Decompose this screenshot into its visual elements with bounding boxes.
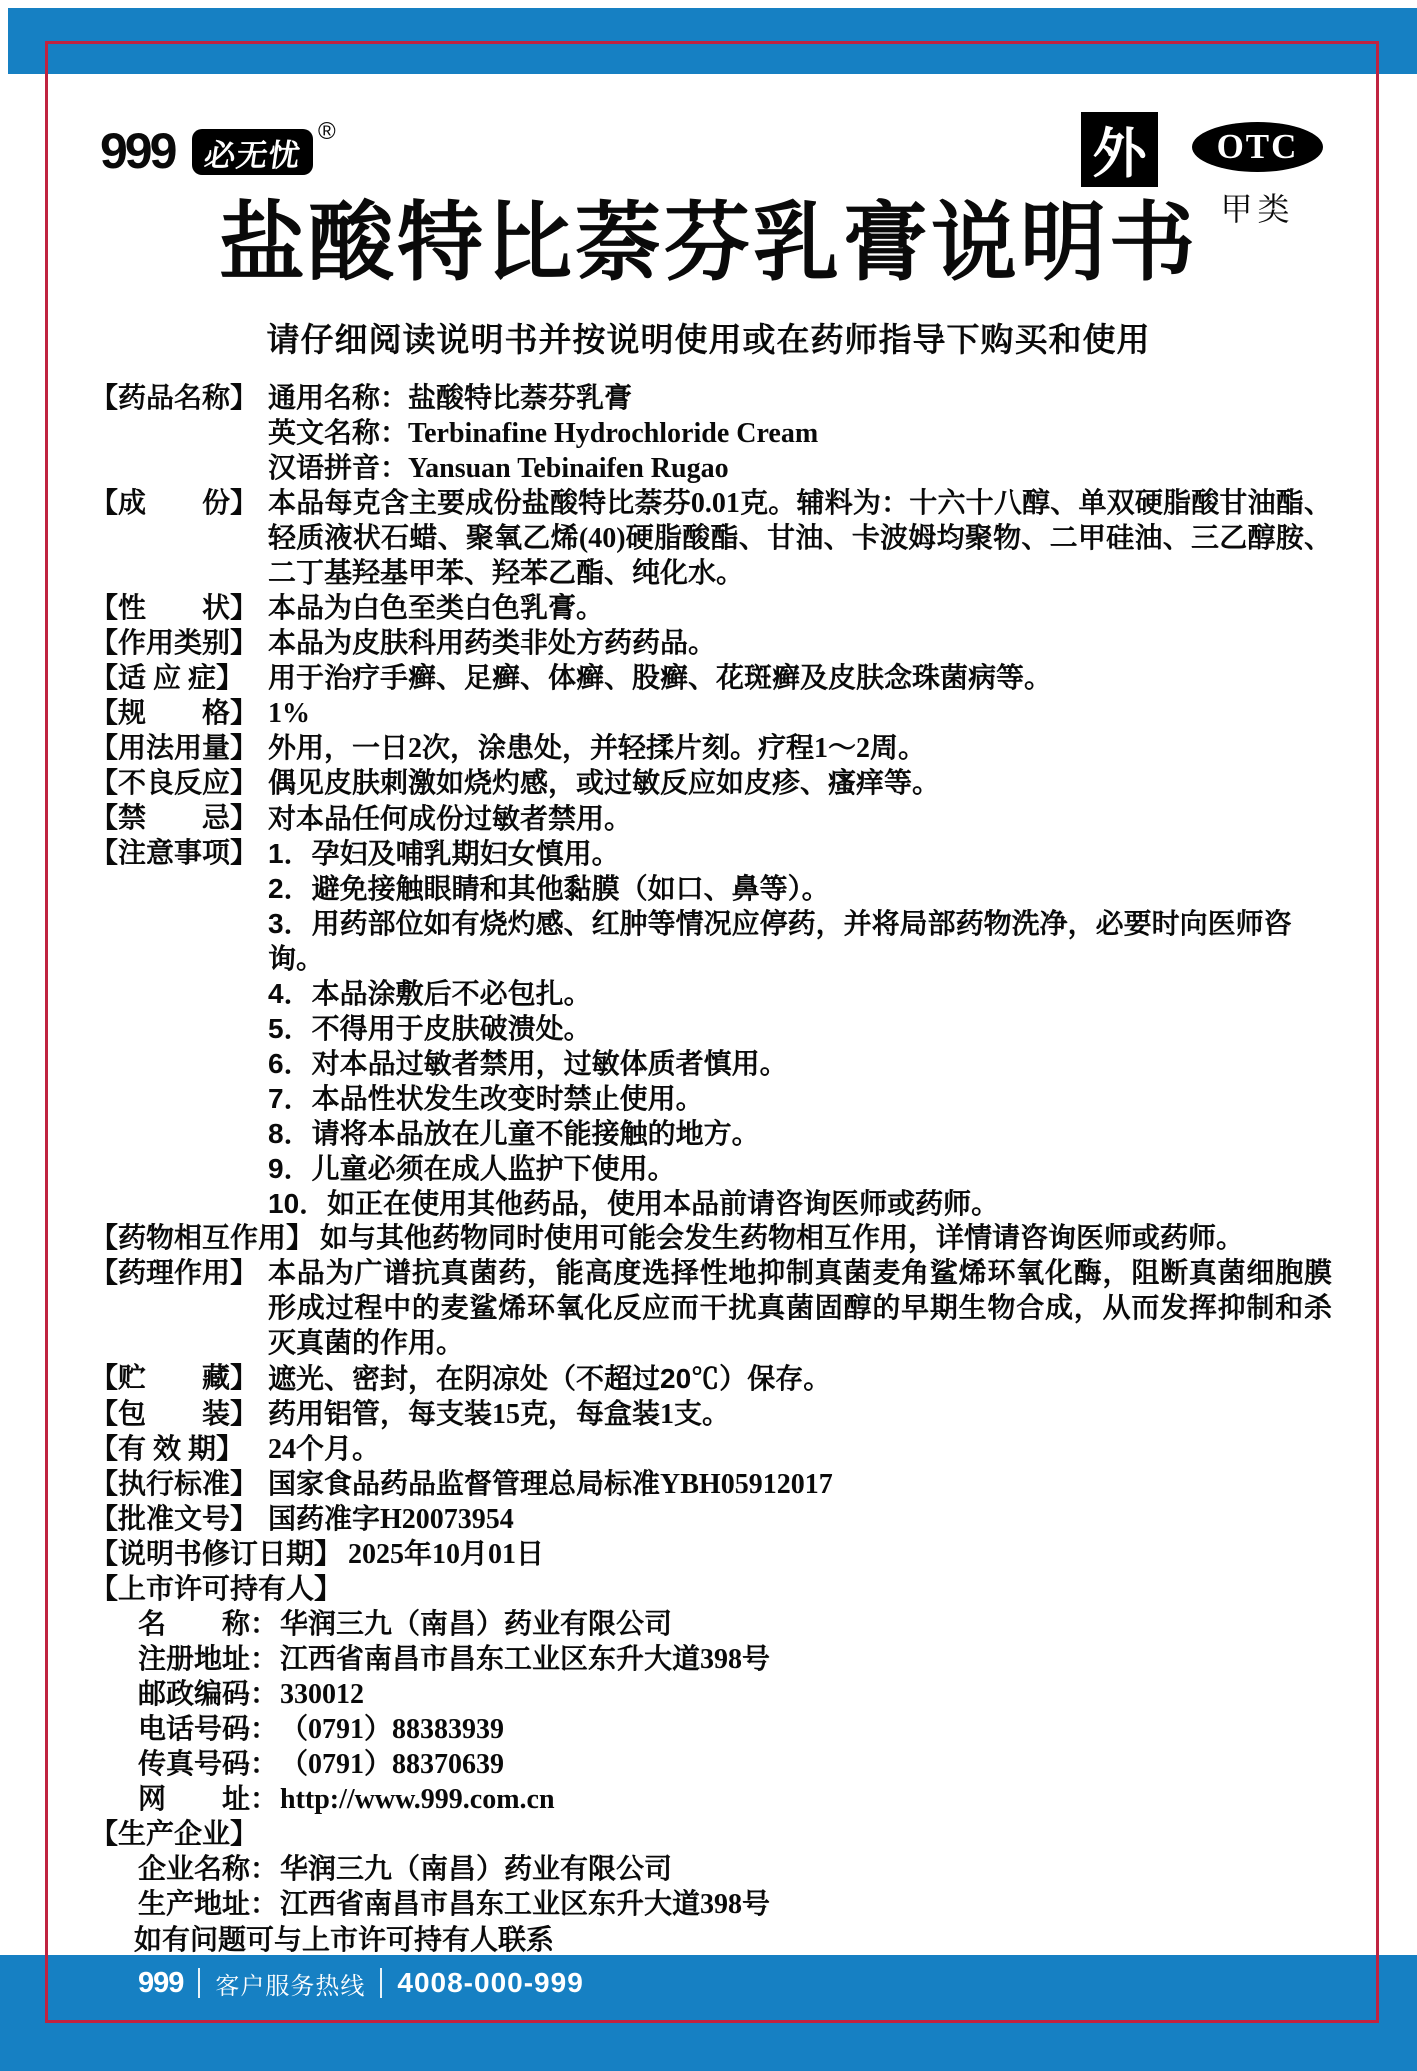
section-heading-row (90, 1572, 1332, 1607)
section-label: 【成 份】 (90, 488, 259, 519)
section-content: 用于治疗手癣、足癣、体癣、股癣、花斑癣及皮肤念珠菌病等。 (268, 663, 1053, 694)
section-label: 【贮 藏】 (90, 1363, 259, 1394)
contact-label: 网 址： (138, 1784, 279, 1815)
section-label: 【性 状】 (90, 593, 259, 624)
section-row (90, 626, 1332, 661)
section-line: 通用名称：盐酸特比萘芬乳膏 (268, 383, 633, 414)
section-text-part: （不超过20℃） (548, 1363, 748, 1394)
contact-row (138, 1607, 1332, 1642)
section-label: 【执行标准】 (90, 1469, 259, 1500)
section-line: 汉语拼音：Yansuan Tebinaifen Rugao (268, 453, 729, 484)
brand-999-logo: 999 (100, 123, 175, 179)
section-row (90, 381, 1332, 486)
contact-row (138, 1642, 1332, 1677)
otc-mark: OTC (1192, 122, 1323, 172)
section-row (90, 1256, 1332, 1361)
precaution-item: 6．对本品过敏者禁用，过敏体质者慎用。 (268, 1048, 788, 1079)
section-content: 国家食品药品监督管理总局标准YBH05912017 (268, 1469, 833, 1500)
footer-separator (380, 1968, 382, 1998)
subtitle-warning: 请仔细阅读说明书并按说明使用或在药师指导下购买和使用 (266, 321, 1151, 358)
section-content: 偶见皮肤刺激如烧灼感，或过敏反应如皮疹、瘙痒等。 (268, 768, 941, 799)
contact-label: 注册地址： (138, 1644, 279, 1675)
external-use-mark: 外 (1081, 112, 1158, 187)
section-row (90, 1397, 1332, 1432)
contact-label: 生产地址： (138, 1889, 279, 1920)
contact-label: 名 称： (138, 1609, 279, 1640)
contact-row (138, 1782, 1332, 1817)
contact-label: 传真号码： (138, 1749, 279, 1780)
section-row (90, 766, 1332, 801)
section-content: 1% (268, 698, 311, 729)
section-label: 【药理作用】 (90, 1258, 259, 1289)
section-content (258, 1361, 1332, 1397)
section-label: 【规 格】 (90, 698, 259, 729)
section-content: 药用铝管，每支装15克，每盒装1支。 (268, 1399, 731, 1430)
section-row (90, 836, 1332, 1221)
brand-badge-label: 必无忧 (201, 137, 303, 173)
contact-label: 邮政编码： (138, 1679, 279, 1710)
contact-row (138, 1747, 1332, 1782)
contact-row (138, 1852, 1332, 1887)
precaution-item: 4．本品涂敷后不必包扎。 (268, 978, 592, 1009)
section-row (90, 1502, 1332, 1537)
section-row (90, 731, 1332, 766)
precaution-item: 2．避免接触眼睛和其他黏膜（如口、鼻等）。 (268, 873, 830, 904)
section-row (90, 1361, 1332, 1397)
section-content: 外用，一日2次，涂患处，并轻揉片刻。疗程1～2周。 (268, 733, 927, 764)
section-label: 【批准文号】 (90, 1504, 259, 1535)
section-content (258, 381, 1332, 486)
otc-class-label: 甲类 (1220, 191, 1295, 227)
section-label: 【适 应 症】 (90, 663, 245, 694)
precaution-item: 3．用药部位如有烧灼感、红肿等情况应停药，并将局部药物洗净，必要时向医师咨询。 (268, 908, 1292, 974)
section-label: 【药物相互作用】 (90, 1223, 315, 1254)
section-row (90, 591, 1332, 626)
section-label: 【药品名称】 (90, 383, 259, 414)
contact-value: 华润三九（南昌）药业有限公司 (280, 1854, 673, 1885)
contact-row (138, 1677, 1332, 1712)
footer-hotline-number: 4008-000-999 (397, 1967, 584, 1998)
contact-note: 如有问题可与上市许可持有人联系 (134, 1924, 555, 1955)
contact-label: 电话号码： (138, 1714, 279, 1745)
footer-hotline (138, 1966, 584, 2000)
section-row (90, 1467, 1332, 1502)
precaution-item: 7．本品性状发生改变时禁止使用。 (268, 1083, 704, 1114)
contact-row (138, 1887, 1332, 1922)
contact-value: （0791）88370639 (280, 1749, 505, 1780)
footer-hotline-label: 客户服务热线 (215, 1972, 366, 2000)
section-label: 【注意事项】 (90, 838, 259, 869)
section-label: 【作用类别】 (90, 628, 259, 659)
section-content: 2025年10月01日 (348, 1539, 545, 1570)
section-row (90, 696, 1332, 731)
section-content: 对本品任何成份过敏者禁用。 (268, 803, 633, 834)
precaution-item: 8．请将本品放在儿童不能接触的地方。 (268, 1118, 760, 1149)
contact-label: 企业名称： (138, 1854, 279, 1885)
precaution-item: 10．如正在使用其他药品，使用本品前请咨询医师或药师。 (268, 1188, 1000, 1219)
section-label: 【禁 忌】 (90, 803, 259, 834)
section-content: 如与其他药物同时使用可能会发生药物相互作用，详情请咨询医师或药师。 (320, 1223, 1245, 1254)
section-content (258, 836, 1332, 1221)
contact-value: http://www.999.com.cn (280, 1784, 555, 1815)
registered-trademark-icon: ® (318, 118, 336, 145)
contact-value: （0791）88383939 (280, 1714, 505, 1745)
section-content: 本品每克含主要成份盐酸特比萘芬0.01克。辅料为：十六十八醇、单双硬脂酸甘油酯、轻质液状石蜡、聚氧乙烯(40)硬脂酸酯、甘油、卡波姆均聚物、二甲硅油、三乙醇胺、二丁基羟基甲苯、羟苯乙酯、纯化水。 (268, 488, 1332, 589)
section-text-part: 遮光、密封，在阴凉处 (268, 1364, 549, 1395)
section-content: 本品为白色至类白色乳膏。 (268, 593, 605, 624)
contact-row (138, 1712, 1332, 1747)
precaution-item: 1．孕妇及哺乳期妇女慎用。 (268, 838, 620, 869)
contact-value: 江西省南昌市昌东工业区东升大道398号 (280, 1644, 771, 1675)
contact-value: 江西省南昌市昌东工业区东升大道398号 (280, 1889, 771, 1920)
section-label: 【上市许可持有人】 (90, 1574, 343, 1605)
brand-badge (192, 129, 313, 175)
section-label: 【用法用量】 (90, 733, 259, 764)
section-row (90, 486, 1332, 591)
section-row (90, 801, 1332, 836)
section-text-part: 保存。 (747, 1364, 832, 1395)
section-content: 国药准字H20073954 (268, 1504, 514, 1535)
section-heading-row (90, 1817, 1332, 1852)
section-label: 【包 装】 (90, 1399, 259, 1430)
section-row (90, 1432, 1332, 1467)
section-line: 英文名称：Terbinafine Hydrochloride Cream (268, 418, 819, 449)
section-label: 【有 效 期】 (90, 1434, 245, 1465)
section-label: 【不良反应】 (90, 768, 259, 799)
footer-separator (198, 1968, 200, 1998)
precaution-item: 9．儿童必须在成人监护下使用。 (268, 1153, 676, 1184)
page-title: 盐酸特比萘芬乳膏说明书 (219, 195, 1198, 291)
footer-999-logo: 999 (138, 1966, 184, 1999)
sections-container (90, 381, 1332, 1957)
contact-value: 330012 (280, 1679, 364, 1710)
section-row (90, 1537, 1332, 1572)
contact-value: 华润三九（南昌）药业有限公司 (280, 1609, 673, 1640)
section-content: 24个月。 (268, 1434, 381, 1465)
section-row (90, 661, 1332, 696)
section-label: 【生产企业】 (90, 1819, 259, 1850)
precaution-item: 5．不得用于皮肤破溃处。 (268, 1013, 592, 1044)
section-row (90, 1221, 1332, 1256)
top-blue-bar (8, 8, 1417, 74)
section-content: 本品为广谱抗真菌药，能高度选择性地抑制真菌麦角鲨烯环氧化酶，阻断真菌细胞膜形成过程中的麦鲨烯环氧化反应而干扰真菌固醇的早期生物合成，从而发挥抑制和杀灭真菌的作用。 (268, 1258, 1332, 1359)
section-content: 本品为皮肤科用药类非处方药药品。 (268, 628, 717, 659)
section-label: 【说明书修订日期】 (90, 1539, 343, 1570)
